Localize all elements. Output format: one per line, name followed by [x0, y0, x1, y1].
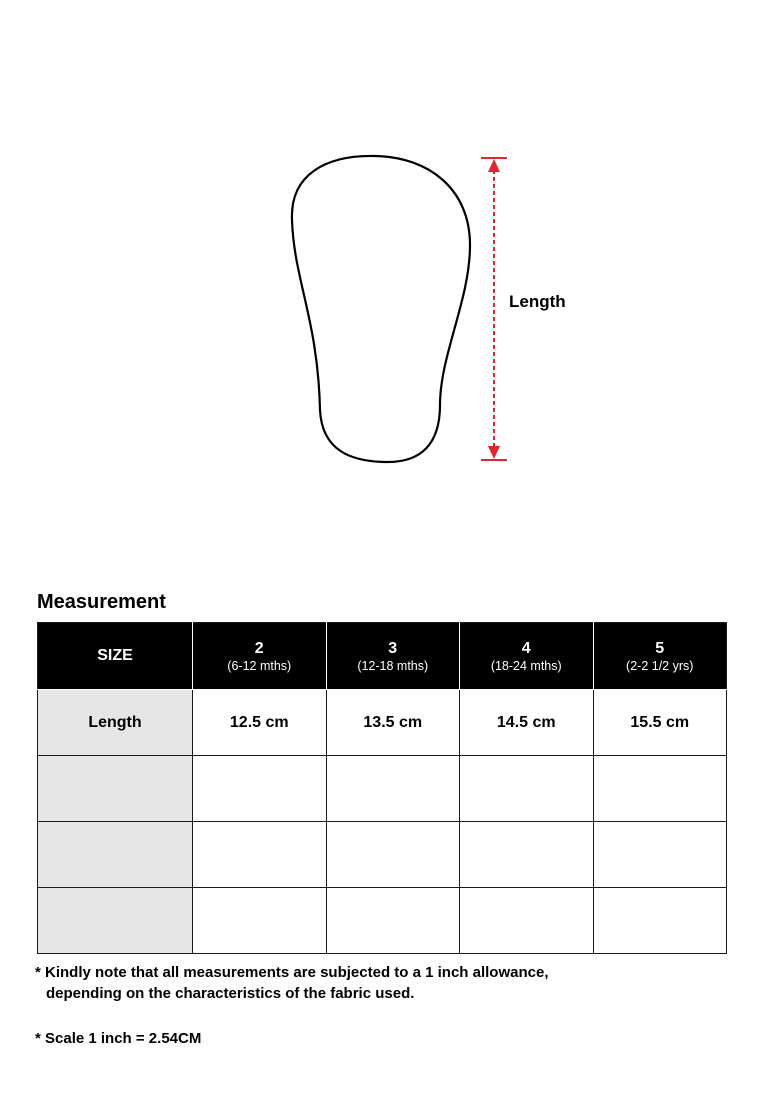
table-cell — [593, 888, 727, 954]
allowance-note-line2: depending on the characteristics of the fabric used. — [46, 985, 415, 1002]
table-cell — [193, 822, 327, 888]
table-row-empty — [38, 888, 727, 954]
arrow-head-down — [488, 446, 500, 459]
table-cell: 13.5 cm — [326, 690, 460, 756]
size-number: 2 — [254, 639, 264, 657]
age-range: (18-24 mths) — [490, 658, 562, 673]
size-column-2 — [193, 623, 327, 690]
length-dimension-arrow — [481, 158, 507, 460]
size-number: 4 — [521, 639, 531, 657]
table-cell — [326, 822, 460, 888]
table-cell — [326, 888, 460, 954]
size-number: 5 — [655, 639, 665, 657]
age-range: (2-2 1/2 yrs) — [626, 658, 694, 673]
length-dimension-label: Length — [509, 292, 566, 311]
arrow-head-up — [488, 159, 500, 172]
size-header-cell: SIZE — [38, 623, 193, 690]
size-column-5 — [593, 623, 727, 690]
table-row-length — [38, 690, 727, 756]
insole-outline — [292, 156, 470, 462]
table-row-empty — [38, 756, 727, 822]
row-label — [38, 888, 193, 954]
table-row-empty — [38, 822, 727, 888]
table-cell — [460, 756, 594, 822]
table-cell — [460, 888, 594, 954]
size-number: 3 — [388, 639, 398, 657]
scale-note: * Scale 1 inch = 2.54CM — [35, 1030, 202, 1047]
row-label — [38, 822, 193, 888]
size-chart-table — [37, 622, 727, 954]
size-column-3 — [326, 623, 460, 690]
table-cell — [326, 756, 460, 822]
table-cell — [593, 756, 727, 822]
age-range: (6-12 mths) — [227, 658, 292, 673]
table-cell: 15.5 cm — [593, 690, 727, 756]
age-range: (12-18 mths) — [357, 658, 429, 673]
measurement-title: Measurement — [37, 591, 166, 613]
table-cell — [193, 756, 327, 822]
size-column-4 — [460, 623, 594, 690]
allowance-note — [35, 962, 549, 1004]
table-cell — [593, 822, 727, 888]
table-cell: 12.5 cm — [193, 690, 327, 756]
table-cell — [193, 888, 327, 954]
allowance-note-line1: * Kindly note that all measurements are subjected to a 1 inch allowance, — [35, 964, 549, 981]
header-row — [38, 623, 727, 690]
insole-diagram — [0, 0, 762, 520]
table-cell — [460, 822, 594, 888]
table-cell: 14.5 cm — [460, 690, 594, 756]
row-label: Length — [38, 690, 193, 756]
row-label — [38, 756, 193, 822]
